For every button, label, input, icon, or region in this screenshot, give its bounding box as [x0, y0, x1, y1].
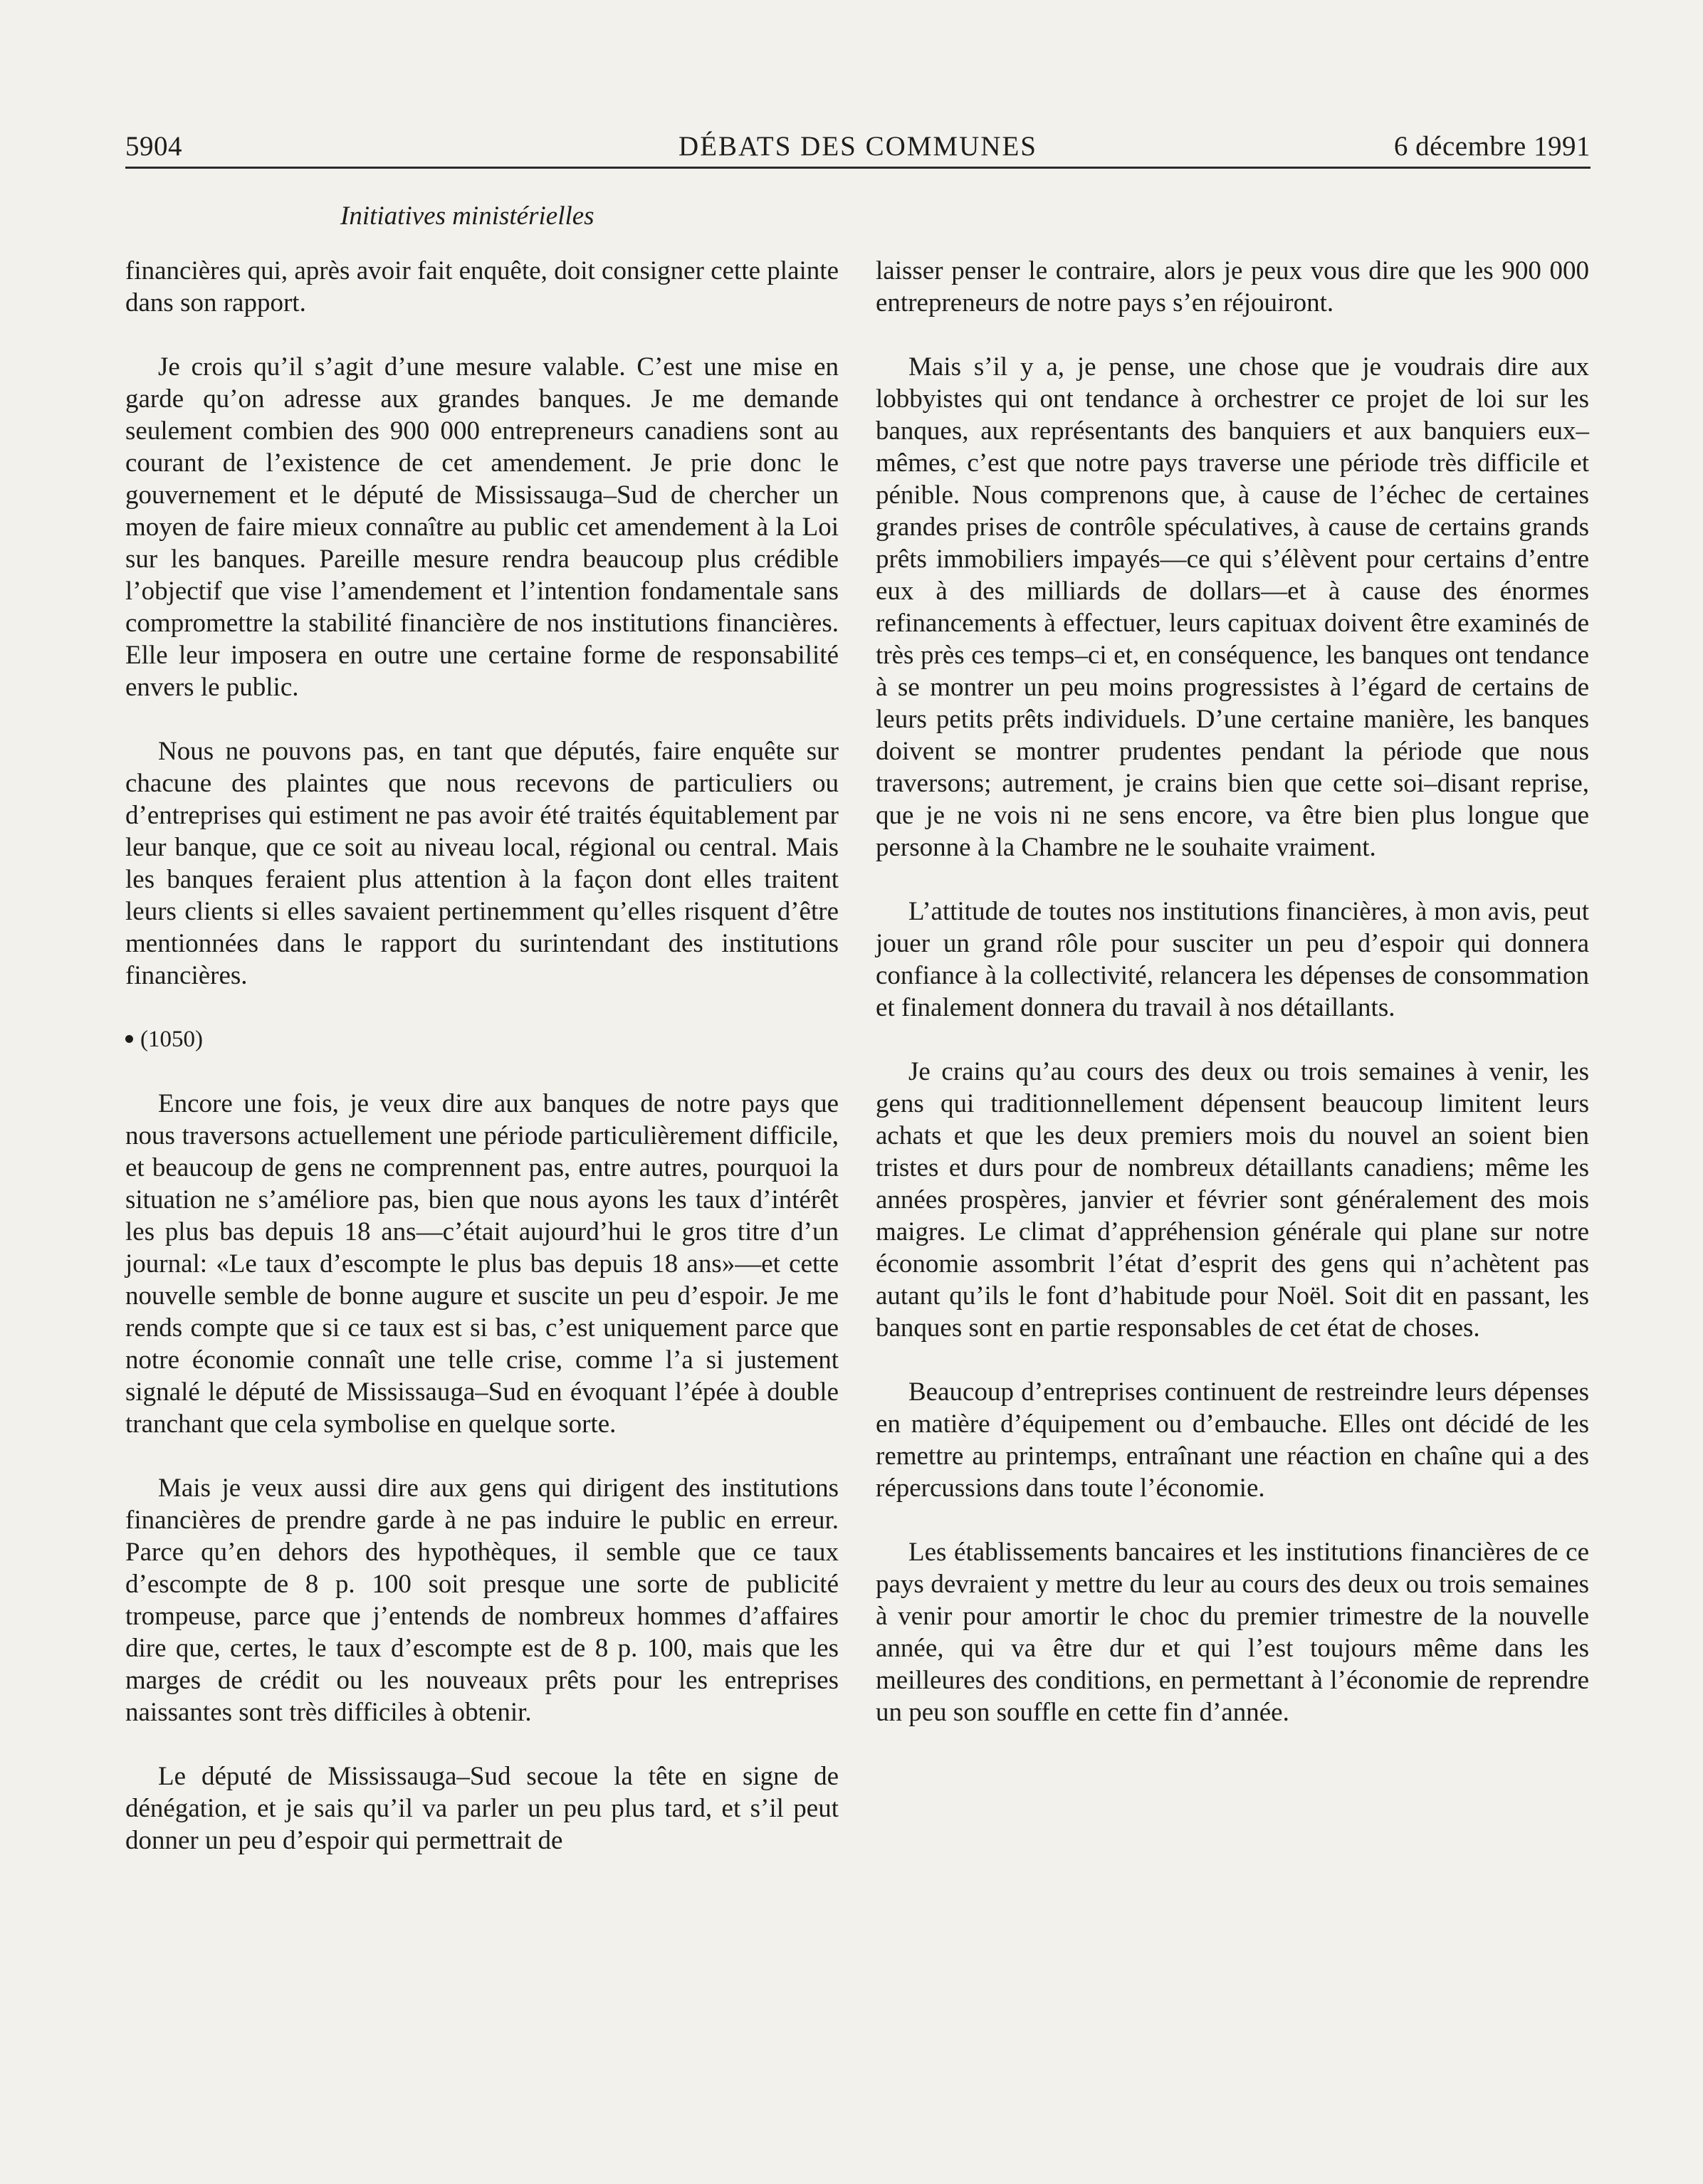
right-paragraph-6: Les établissements bancaires et les institutions financières de ce pays devraient y mettre du leur au cours des deux ou trois semaines à venir pour amortir le choc du premier trimestre de la nouvelle année, qui va être dur et qui l’est toujours même dans les meilleures des conditions, en permettant à l’économie de reprendre un peu son souffle en cette fin d’année. [876, 1538, 1589, 1727]
left-paragraph-2: Je crois qu’il s’agit d’une mesure valable. C’est une mise en garde qu’on adresse aux grandes banques. Je me demande seulement combien des 900 000 entrepreneurs canadiens sont au courant de l’existence de cet amendement. Je prie donc le gouvernement et le député de Mississauga–Sud de chercher un moyen de faire mieux connaître au public cet amendement à la Loi sur les banques. Pareille mesure rendra beaucoup plus crédible l’objectif que vise l’amendement et l’intention fondamentale sans compromettre la stabilité financière de nos institutions financières. Elle leur imposera en outre une certaine forme de responsabilité envers le public. [125, 352, 839, 702]
right-paragraph-1: laisser penser le contraire, alors je peux vous dire que les 900 000 entrepreneurs de notre pays s’en réjouiront. [876, 256, 1589, 317]
time-marker [125, 1024, 839, 1056]
right-paragraph-3: L’attitude de toutes nos institutions financières, à mon avis, peut jouer un grand rôle pour susciter un peu d’espoir qui donnera confiance à la collectivité, relancera les dépenses de consommation et finalement donnera du travail à nos détaillants. [876, 897, 1589, 1022]
left-paragraph-5: Mais je veux aussi dire aux gens qui dirigent des institutions financières de prendre garde à ne pas induire le public en erreur. Parce qu’en dehors des hypothèques, il semble que ce taux d’escompte de 8 p. 100 soit presque une sorte de publicité trompeuse, parce que j’entends de nombreux hommes d’affaires dire que, certes, le taux d’escompte est de 8 p. 100, mais que les marges de crédit ou les nouveaux prêts pour les entreprises naissantes sont très difficiles à obtenir. [125, 1474, 839, 1727]
right-paragraph-4: Je crains qu’au cours des deux ou trois semaines à venir, les gens qui traditionnellement dépensent beaucoup limitent leurs achats et que les deux premiers mois du nouvel an soient bien tristes et durs pour de nombreux détaillants canadiens; même les années prospères, janvier et février sont généralement des mois maigres. Le climat d’appréhension générale qui plane sur notre économie assombrit l’état d’esprit des gens qui n’achètent pas autant qu’ils le font d’habitude pour Noël. Soit dit en passant, les banques sont en partie responsables de cet état de choses. [876, 1057, 1589, 1343]
left-paragraph-1: financières qui, après avoir fait enquête, doit consigner cette plainte dans son rapport. [125, 256, 839, 317]
left-paragraph-4: Encore une fois, je veux dire aux banques de notre pays que nous traversons actuellement une période particulièrement difficile, et beaucoup de gens ne comprennent pas, entre autres, pourquoi la situation ne s’améliore pas, bien que nous ayons les taux d’intérêt les plus bas depuis 18 ans—c’était aujourd’hui le gros titre d’un journal: «Le taux d’escompte le plus bas depuis 18 ans»—et cette nouvelle semble de bonne augure et suscite un peu d’espoir. Je me rends compte que si ce taux est si bas, c’est uniquement parce que notre économie connaît une telle crise, comme l’a si justement signalé le député de Mississauga–Sud en évoquant l’épée à double tranchant que cela symbolise en quelque sorte. [125, 1089, 839, 1439]
time-marker-text: (1050) [140, 1027, 203, 1052]
section-heading: Initiatives ministérielles [340, 201, 594, 231]
page-header [125, 122, 1591, 169]
bullet-icon [125, 1035, 133, 1043]
right-column [876, 255, 1589, 1760]
page-number: 5904 [125, 131, 182, 162]
left-paragraph-6: Le député de Mississauga–Sud secoue la tête en signe de dénégation, et je sais qu’il va parler un peu plus tard, et s’il peut donner un peu d’espoir qui permettrait de [125, 1762, 839, 1855]
publication-date: 6 décembre 1991 [1393, 131, 1591, 162]
publication-title: DÉBATS DES COMMUNES [678, 131, 1037, 162]
left-column [125, 255, 839, 1889]
left-paragraph-3: Nous ne pouvons pas, en tant que députés, faire enquête sur chacune des plaintes que nous recevons de particuliers ou d’entreprises qui estiment ne pas avoir été traités équitablement par leur banque, que ce soit au niveau local, régional ou central. Mais les banques feraient plus attention à la façon dont elles traitent leurs clients si elles savaient pertinemment qu’elles risquent d’être mentionnées dans le rapport du surintendant des institutions financières. [125, 737, 839, 990]
right-paragraph-5: Beaucoup d’entreprises continuent de restreindre leurs dépenses en matière d’équipement ou d’embauche. Elles ont décidé de les remettre au printemps, entraînant une réaction en chaîne qui a des répercussions dans toute l’économie. [876, 1377, 1589, 1503]
right-paragraph-2: Mais s’il y a, je pense, une chose que je voudrais dire aux lobbyistes qui ont tendance à orchestrer ce projet de loi sur les banques, aux représentants des banquiers et aux banquiers eux–mêmes, c’est que notre pays traverse une période très difficile et pénible. Nous comprenons que, à cause de l’échec de certaines grandes prises de contrôle spéculatives, à cause de certains grands prêts immobiliers impayés—ce qui s’élèvent pour certains d’entre eux à des milliards de dollars—et à cause des énormes refinancements à effectuer, leurs capituax doivent être examinés de très près ces temps–ci et, en conséquence, les banques ont tendance à se montrer un peu moins progressistes à l’égard de certains de leurs petits prêts individuels. D’une certaine manière, les banques doivent se montrer prudentes pendant la période que nous traversons; autrement, je crains bien que cette soi–disant reprise, que je ne vois ni ne sens encore, va être bien plus longue que personne à la Chambre ne le souhaite vraiment. [876, 352, 1589, 862]
